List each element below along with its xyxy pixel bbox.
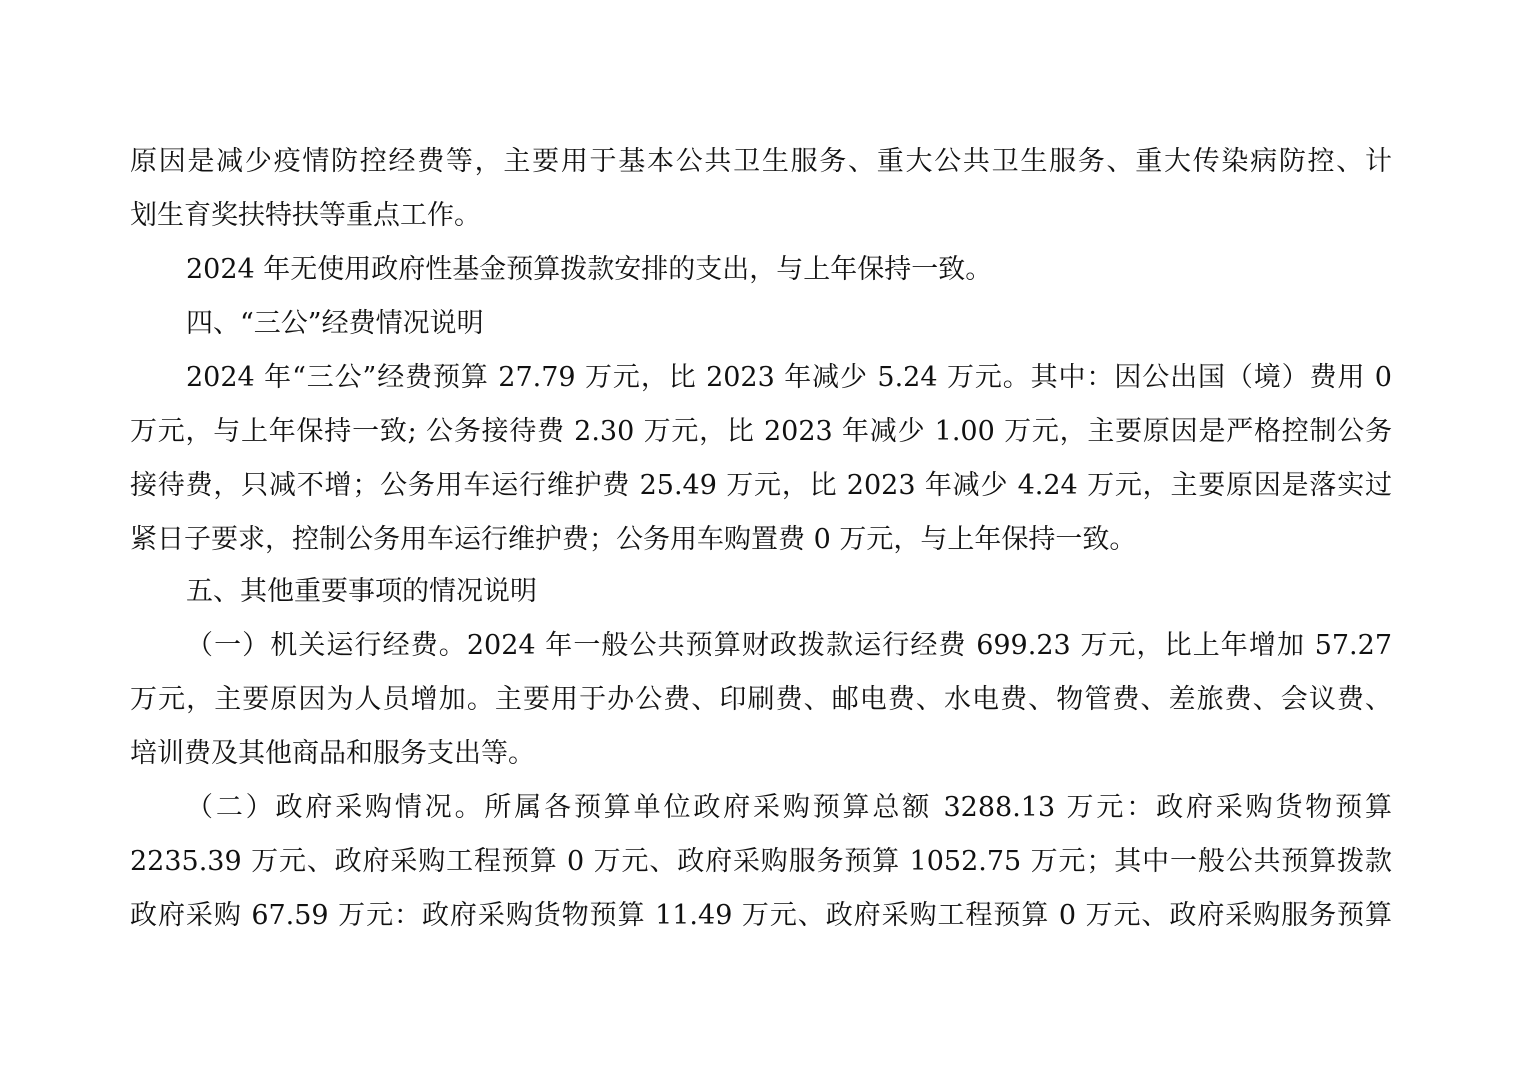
paragraph-line-11: 万元，主要原因为人员增加。主要用于办公费、印刷费、邮电费、水电费、物管费、差旅费、会议费、: [130, 684, 1392, 715]
paragraph-line-2: 划生育奖扶特扶等重点工作。: [130, 200, 481, 231]
section-heading-four: 四、“三公”经费情况说明: [186, 308, 484, 339]
paragraph-line-6: 万元，与上年保持一致; 公务接待费 2.30 万元，比 2023 年减少 1.00 万元，主要原因是严格控制公务: [130, 416, 1392, 447]
paragraph-line-13: （二）政府采购情况。所属各预算单位政府采购预算总额 3288.13 万元：政府采购货物预算: [186, 792, 1392, 823]
paragraph-line-15: 政府采购 67.59 万元：政府采购货物预算 11.49 万元、政府采购工程预算 0 万元、政府采购服务预算: [130, 900, 1392, 931]
paragraph-line-10: （一）机关运行经费。2024 年一般公共预算财政拨款运行经费 699.23 万元，比上年增加 57.27: [186, 630, 1392, 661]
paragraph-line-1: 原因是减少疫情防控经费等，主要用于基本公共卫生服务、重大公共卫生服务、重大传染病防控、计: [130, 146, 1392, 177]
paragraph-line-12: 培训费及其他商品和服务支出等。: [130, 738, 535, 769]
paragraph-line-14: 2235.39 万元、政府采购工程预算 0 万元、政府采购服务预算 1052.75 万元；其中一般公共预算拨款: [130, 846, 1392, 877]
paragraph-line-5: 2024 年“三公”经费预算 27.79 万元，比 2023 年减少 5.24 万元。其中：因公出国（境）费用 0: [186, 362, 1392, 393]
paragraph-line-7: 接待费，只减不增；公务用车运行维护费 25.49 万元，比 2023 年减少 4.24 万元，主要原因是落实过: [130, 470, 1392, 501]
paragraph-line-3: 2024 年无使用政府性基金预算拨款安排的支出，与上年保持一致。: [186, 254, 993, 285]
section-heading-five: 五、其他重要事项的情况说明: [186, 576, 537, 607]
paragraph-line-8: 紧日子要求，控制公务用车运行维护费；公务用车购置费 0 万元，与上年保持一致。: [130, 524, 1137, 555]
